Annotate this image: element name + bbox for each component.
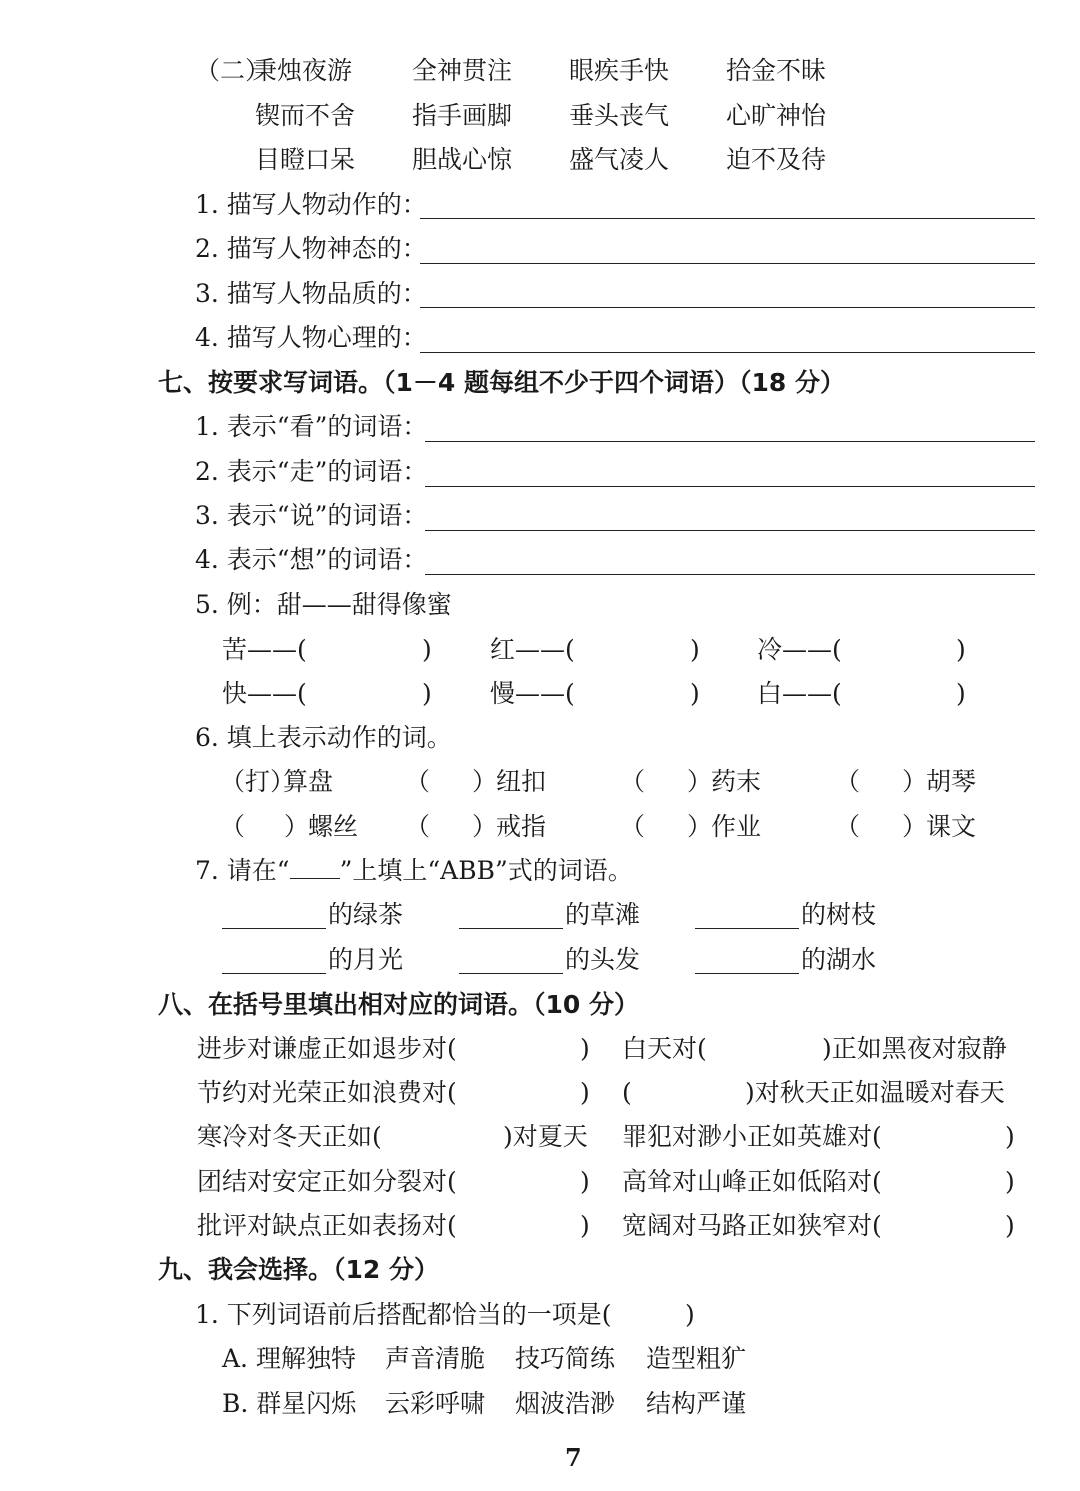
q7-prompt-end: ”上填上“ABB”式的词语。 bbox=[339, 856, 633, 885]
part2-label: （二） bbox=[195, 56, 271, 85]
q6-open: （ bbox=[835, 812, 861, 841]
option-word: 技巧简练 bbox=[515, 1344, 616, 1373]
q6-example: （打） bbox=[220, 767, 296, 796]
idiom: 垂头丧气 bbox=[569, 101, 670, 130]
option-word: 声音清脆 bbox=[385, 1344, 486, 1373]
question-label: 2. 表示“走”的词语： bbox=[195, 457, 428, 486]
q1-close: ) bbox=[685, 1300, 695, 1329]
pair-left-close: ) bbox=[580, 1167, 590, 1196]
pair-right: 宽阔对马路正如狭窄对( bbox=[622, 1211, 882, 1240]
abb-word: 的湖水 bbox=[801, 945, 877, 974]
answer-line[interactable] bbox=[420, 218, 1035, 219]
q7-prompt-start: 7. 请在“ bbox=[195, 856, 290, 885]
abb-blank[interactable] bbox=[695, 973, 799, 974]
q5-close: ) bbox=[690, 635, 700, 664]
q5-item: 慢——( bbox=[490, 679, 575, 708]
pair-right-close: ) bbox=[1005, 1167, 1015, 1196]
abb-blank[interactable] bbox=[459, 928, 563, 929]
q5-close: ) bbox=[956, 635, 966, 664]
abb-blank[interactable] bbox=[222, 973, 326, 974]
pair-left-close: ) bbox=[580, 1034, 590, 1063]
answer-line[interactable] bbox=[420, 352, 1035, 353]
idiom: 指手画脚 bbox=[412, 101, 513, 130]
option-word: 烟波浩渺 bbox=[515, 1389, 616, 1418]
q6-open: （ bbox=[620, 812, 646, 841]
idiom: 迫不及待 bbox=[726, 145, 827, 174]
section-9-title: 九、我会选择。（12 分） bbox=[158, 1255, 439, 1284]
question-label: 4. 表示“想”的词语： bbox=[195, 545, 428, 574]
q5-prompt: 5. 例：甜——甜得像蜜 bbox=[195, 590, 452, 619]
abb-blank[interactable] bbox=[695, 928, 799, 929]
q6-close: ） bbox=[687, 812, 713, 841]
q7-sample-blank bbox=[290, 878, 340, 879]
question-label: 3. 表示“说”的词语： bbox=[195, 501, 428, 530]
q6-word: 作业 bbox=[711, 812, 762, 841]
q6-close: ） bbox=[902, 812, 928, 841]
abb-word: 的草滩 bbox=[565, 900, 641, 929]
pair-right-close: ) bbox=[1005, 1211, 1015, 1240]
pair-left-close: ) bbox=[580, 1211, 590, 1240]
option-b-label[interactable]: B. 群星闪烁 bbox=[222, 1389, 357, 1418]
q5-item: 红——( bbox=[490, 635, 575, 664]
q6-open: （ bbox=[220, 812, 246, 841]
pair-right-close: ) bbox=[1005, 1122, 1015, 1151]
q6-open: （ bbox=[835, 767, 861, 796]
page-number: 7 bbox=[565, 1443, 582, 1472]
abb-word: 的月光 bbox=[328, 945, 404, 974]
answer-line[interactable] bbox=[425, 530, 1035, 531]
idiom: 全神贯注 bbox=[412, 56, 513, 85]
q6-open: （ bbox=[405, 812, 431, 841]
q6-word: 螺丝 bbox=[308, 812, 359, 841]
q6-word: 戒指 bbox=[496, 812, 547, 841]
pair-right: 白天对( bbox=[622, 1034, 707, 1063]
pair-right-close: )正如黑夜对寂静 bbox=[822, 1034, 1007, 1063]
q6-word: 胡琴 bbox=[926, 767, 977, 796]
question-label: 1. 描写人物动作的： bbox=[195, 190, 427, 219]
q6-prompt: 6. 填上表示动作的词。 bbox=[195, 723, 452, 752]
section-8-title: 八、在括号里填出相对应的词语。（10 分） bbox=[158, 990, 639, 1019]
q6-close: ） bbox=[472, 812, 498, 841]
answer-line[interactable] bbox=[420, 307, 1035, 308]
answer-line[interactable] bbox=[425, 486, 1035, 487]
q6-word: 纽扣 bbox=[496, 767, 547, 796]
q5-close: ) bbox=[690, 679, 700, 708]
abb-word: 的头发 bbox=[565, 945, 641, 974]
pair-right: 高耸对山峰正如低陷对( bbox=[622, 1167, 882, 1196]
pair-left: 寒冷对冬天正如( bbox=[197, 1122, 382, 1151]
q6-word: 药末 bbox=[711, 767, 762, 796]
idiom: 秉烛夜游 bbox=[252, 56, 353, 85]
question-label: 4. 描写人物心理的： bbox=[195, 323, 427, 352]
section-7-title: 七、按要求写词语。（1－4 题每组不少于四个词语）（18 分） bbox=[158, 368, 845, 397]
q5-item: 快——( bbox=[222, 679, 307, 708]
q5-item: 苦——( bbox=[222, 635, 307, 664]
abb-word: 的绿茶 bbox=[328, 900, 404, 929]
idiom: 锲而不舍 bbox=[255, 101, 356, 130]
question-label: 2. 描写人物神态的： bbox=[195, 234, 427, 263]
q6-word: 课文 bbox=[926, 812, 977, 841]
q6-word: 算盘 bbox=[283, 767, 334, 796]
option-word: 云彩呼啸 bbox=[385, 1389, 486, 1418]
q1-text: 1. 下列词语前后搭配都恰当的一项是( bbox=[195, 1300, 612, 1329]
option-word: 结构严谨 bbox=[646, 1389, 747, 1418]
q5-item: 白——( bbox=[757, 679, 842, 708]
q6-close: ） bbox=[902, 767, 928, 796]
option-a-label[interactable]: A. 理解独特 bbox=[222, 1344, 356, 1373]
q7-prompt bbox=[195, 856, 633, 886]
idiom: 盛气凌人 bbox=[569, 145, 670, 174]
option-word: 造型粗犷 bbox=[646, 1344, 747, 1373]
pair-left: 进步对谦虚正如退步对( bbox=[197, 1034, 457, 1063]
idiom: 心旷神怡 bbox=[726, 101, 827, 130]
abb-blank[interactable] bbox=[459, 973, 563, 974]
pair-right-close: )对秋天正如温暖对春天 bbox=[745, 1078, 1005, 1107]
answer-line[interactable] bbox=[420, 263, 1035, 264]
idiom: 胆战心惊 bbox=[412, 145, 513, 174]
q5-close: ) bbox=[956, 679, 966, 708]
idiom: 眼疾手快 bbox=[569, 56, 670, 85]
idiom: 拾金不昧 bbox=[726, 56, 827, 85]
q6-close: ） bbox=[687, 767, 713, 796]
abb-word: 的树枝 bbox=[801, 900, 877, 929]
abb-blank[interactable] bbox=[222, 928, 326, 929]
answer-line[interactable] bbox=[425, 574, 1035, 575]
idiom: 目瞪口呆 bbox=[255, 145, 356, 174]
q6-open: （ bbox=[405, 767, 431, 796]
question-label: 1. 表示“看”的词语： bbox=[195, 412, 428, 441]
q5-close: ) bbox=[422, 635, 432, 664]
pair-left: 团结对安定正如分裂对( bbox=[197, 1167, 457, 1196]
q5-close: ) bbox=[422, 679, 432, 708]
q5-item: 冷——( bbox=[757, 635, 842, 664]
pair-left-close: )对夏天 bbox=[503, 1122, 588, 1151]
pair-right: ( bbox=[622, 1078, 632, 1107]
pair-left: 批评对缺点正如表扬对( bbox=[197, 1211, 457, 1240]
pair-left-close: ) bbox=[580, 1078, 590, 1107]
q6-close: ） bbox=[472, 767, 498, 796]
answer-line[interactable] bbox=[425, 441, 1035, 442]
q6-open: （ bbox=[620, 767, 646, 796]
question-label: 3. 描写人物品质的： bbox=[195, 279, 427, 308]
pair-left: 节约对光荣正如浪费对( bbox=[197, 1078, 457, 1107]
q6-close: ） bbox=[284, 812, 310, 841]
pair-right: 罪犯对渺小正如英雄对( bbox=[622, 1122, 882, 1151]
